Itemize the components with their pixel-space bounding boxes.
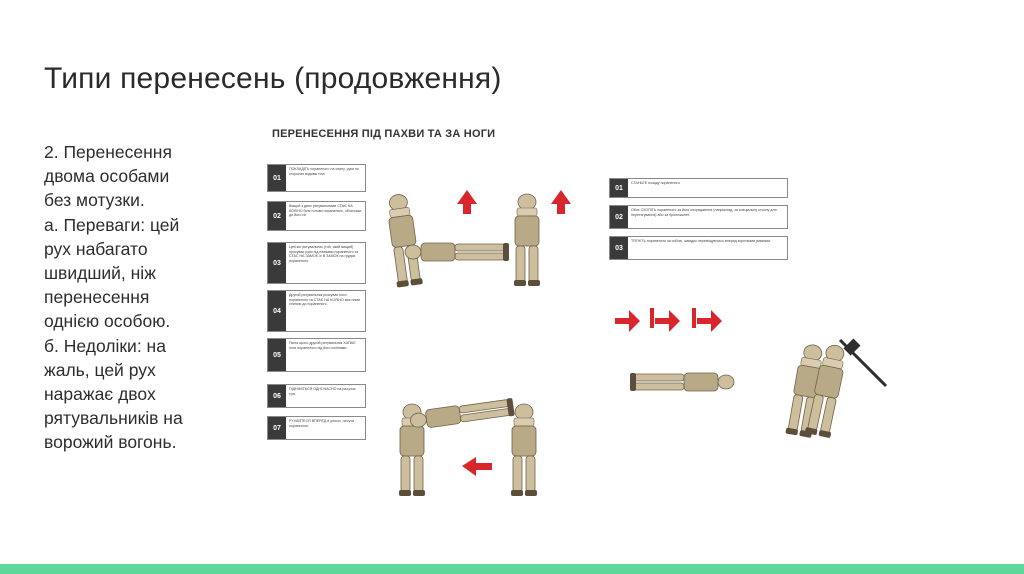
body-line: перенесення [44, 287, 150, 308]
body-line: швидший, ніж [44, 263, 156, 284]
step-card [609, 236, 788, 260]
body-line: жаль, цей рух [44, 359, 156, 380]
step-card [267, 242, 366, 284]
body-line: двома особами [44, 166, 170, 187]
step-card [267, 338, 366, 372]
step-text: ПОКЛАДІТЬ пораненого на спину, руки по сторонах вздовж тіла [289, 167, 359, 176]
body-line: а. Переваги: цей [44, 214, 180, 235]
body-line: б. Недоліки: на [44, 335, 166, 356]
step-number: 03 [268, 243, 286, 283]
carry-illustration [262, 124, 894, 508]
step-number: 01 [610, 179, 628, 197]
step-card [267, 290, 366, 332]
step-text: Після цього другий рятувальник ХАПАЄ ноги пораненого під його колінами. [289, 341, 356, 350]
body-line: наражає двох [44, 384, 156, 405]
figure-title: ПЕРЕНЕСЕННЯ ПІД ПАХВИ ТА ЗА НОГИ [272, 128, 496, 140]
step-card [609, 178, 788, 198]
step-card [267, 384, 366, 408]
step-number: 05 [268, 339, 286, 371]
step-number: 03 [610, 237, 628, 259]
slide-title: Типи перенесень (продовження) [44, 62, 502, 95]
body-line: однією особою. [44, 311, 171, 332]
step-number: 04 [268, 291, 286, 331]
body-line: рух набагато [44, 238, 148, 259]
step-text: ПІДНІМІТЬСЯ ОДНОЧАСНО на рахунок три. [289, 387, 356, 396]
step-number: 02 [610, 206, 628, 228]
step-card [609, 205, 788, 229]
step-text: ТЯГНІТЬ пораненого за собою, швидко переміщуючись вперед короткими ривками. [631, 239, 771, 243]
step-card [267, 164, 366, 192]
step-text: РУХАЙТЕСЯ ВПЕРЕД в унісон, несучи пораненого. [289, 419, 355, 428]
step-number: 02 [268, 202, 286, 230]
step-card [267, 201, 366, 231]
step-card [267, 416, 366, 440]
body-line: рятувальників на [44, 408, 183, 429]
slide-body-text [44, 140, 234, 455]
step-text: Другий рятувальник розсуває ноги пораненого та СТАЄ НА КОЛІНО між ними спиною до пораненого. [289, 293, 360, 307]
accent-bar [0, 564, 1024, 574]
step-text: Обох СХОПІТЬ пораненого за його спорядження (наприклад, за спеціальну стропу для перетягування) або за бронежилет. [631, 208, 777, 217]
step-number: 01 [268, 165, 286, 191]
step-text: Вищий з двох рятувальників СТАЄ НА КОЛІНО біля голови пораненого, обличчям до його ніг. [289, 204, 361, 218]
step-text: СТАНЬТЕ позаду пораненого [631, 181, 680, 185]
body-line: 2. Перенесення [44, 142, 172, 162]
body-line: без мотузки. [44, 190, 145, 211]
step-text: Цей же рятувальник (той, який вищий) просуває руки під пахвами пораненого та СТАС НА ЗАМОК їх В ЗАМОК на грудях пораненого. [289, 245, 359, 263]
step-number: 06 [268, 385, 286, 407]
body-line: ворожий вогонь. [44, 432, 177, 453]
step-number: 07 [268, 417, 286, 439]
